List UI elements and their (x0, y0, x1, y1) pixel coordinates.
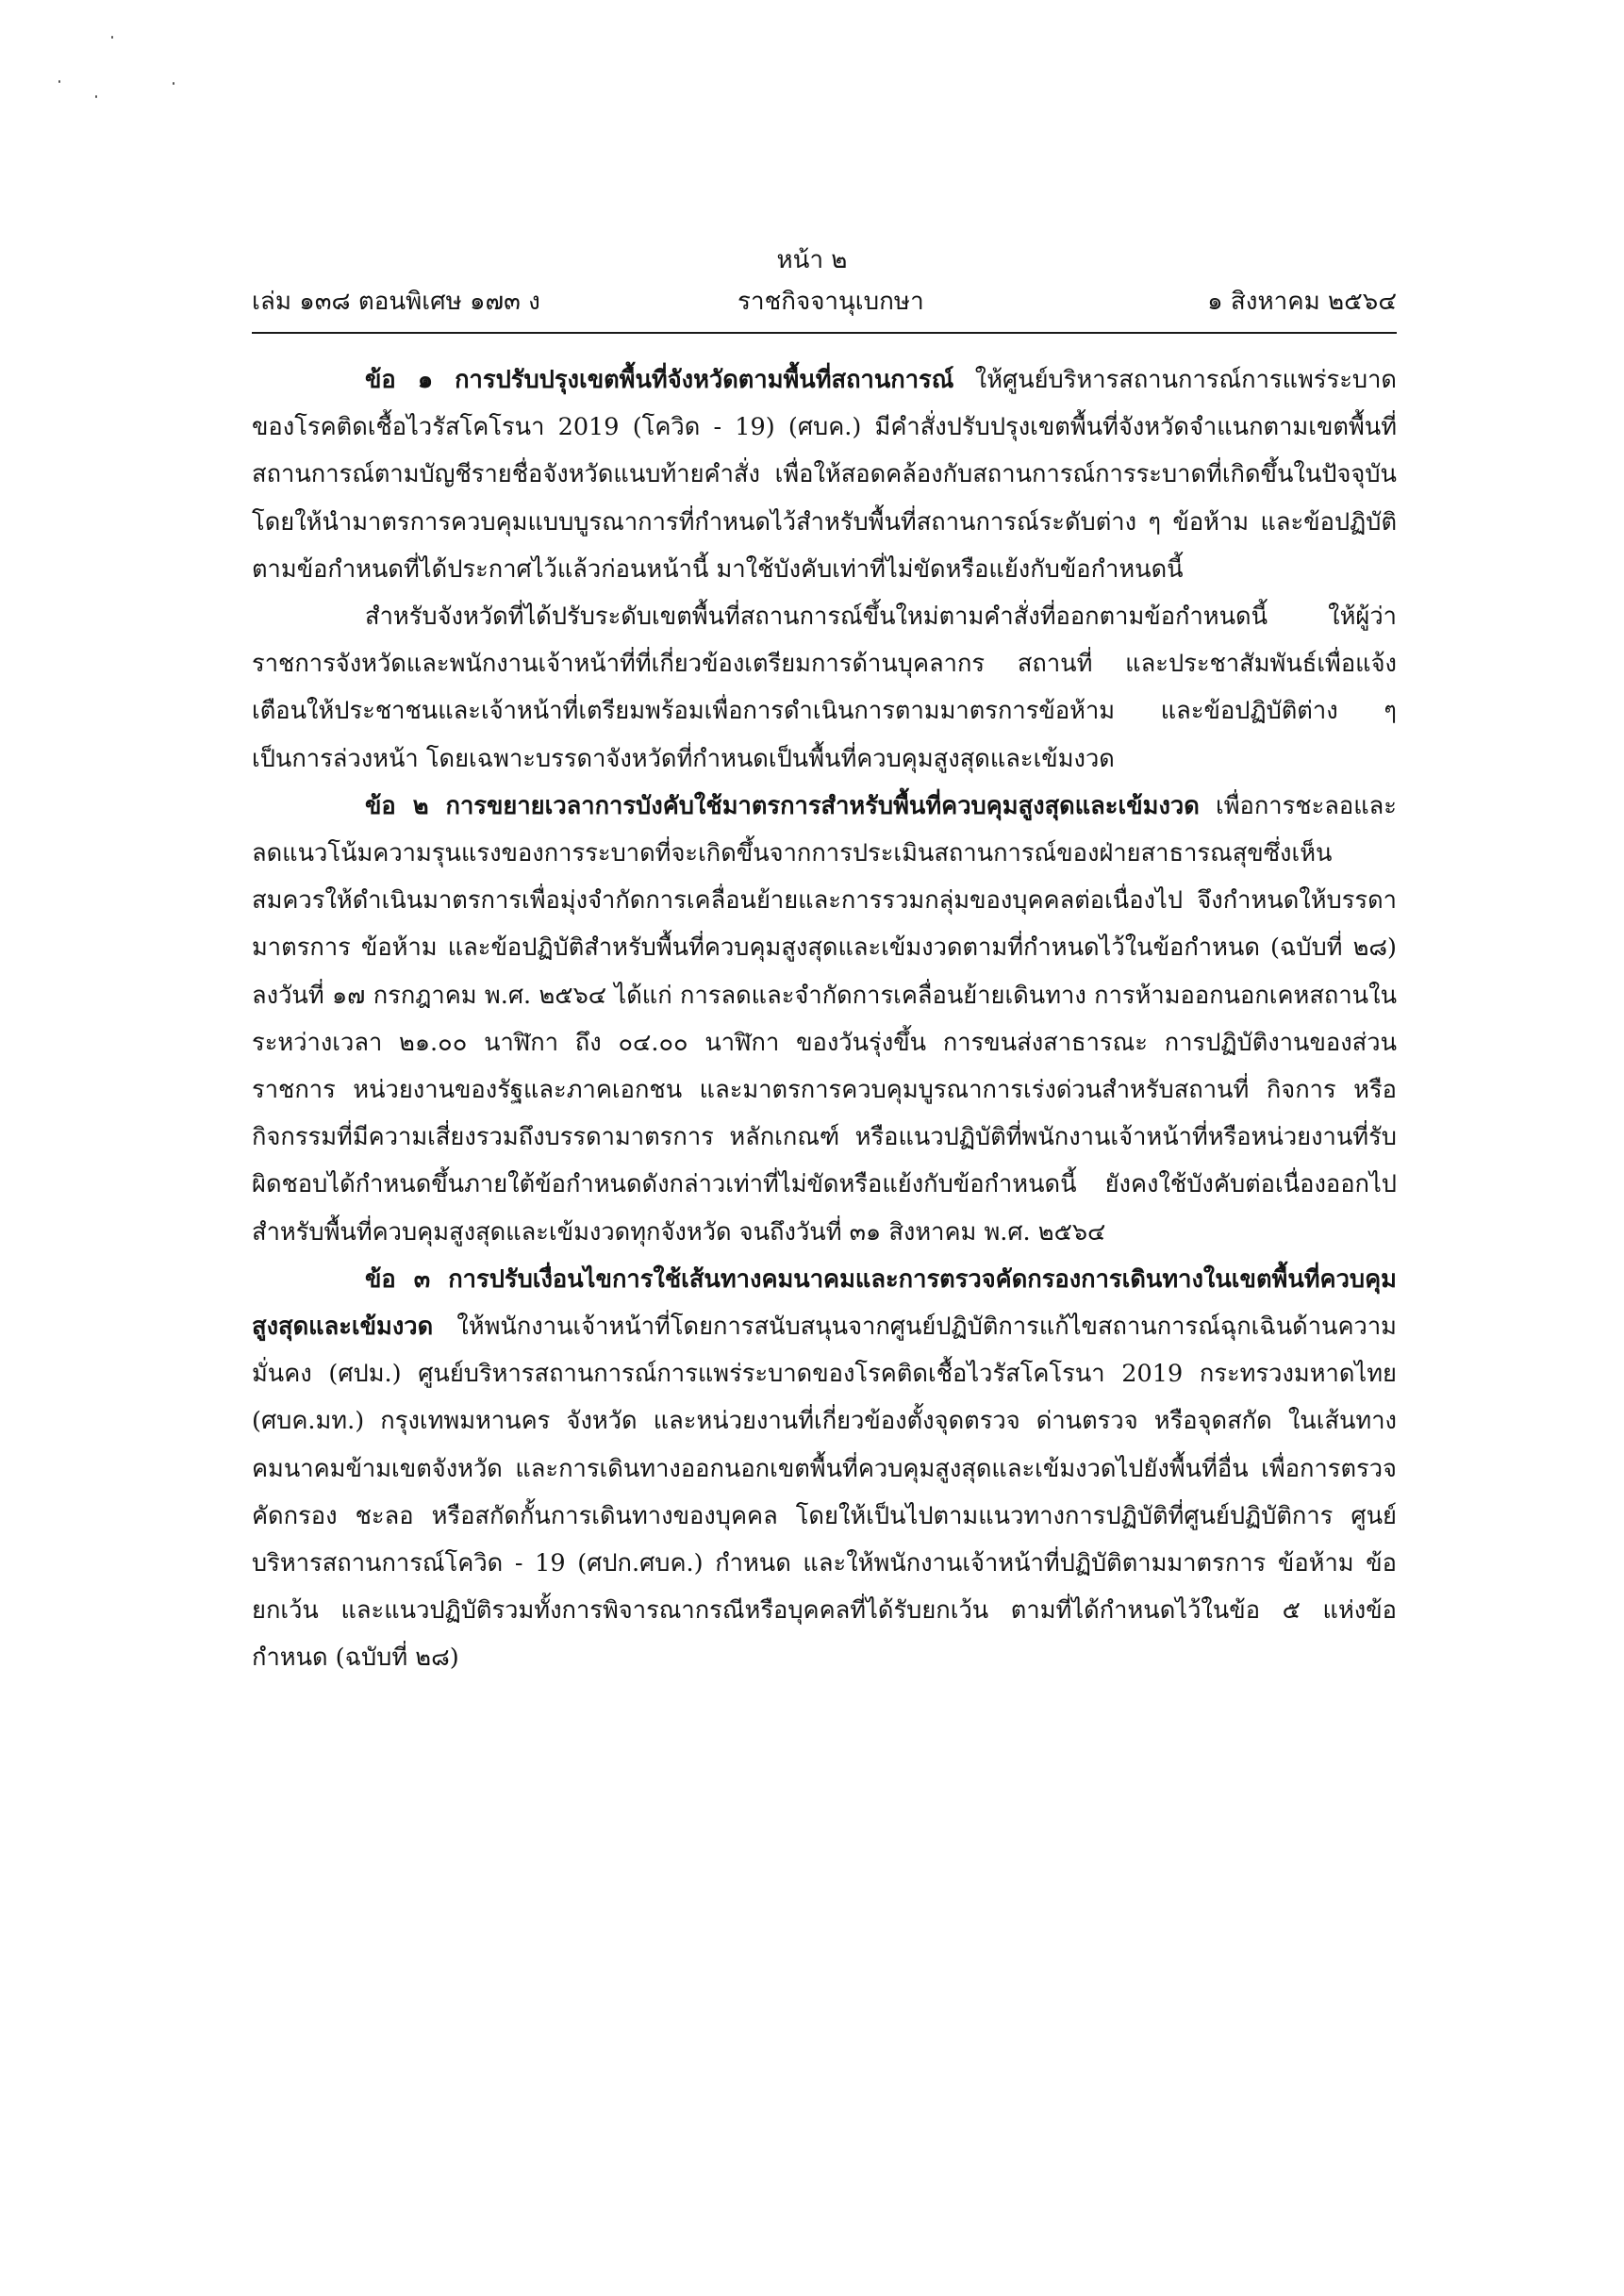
clause-1-paragraph (252, 356, 1397, 593)
clause-3-text: ให้พนักงานเจ้าหน้าที่โดยการสนับสนุนจากศูนย์ปฏิบัติการแก้ไขสถานการณ์ฉุกเฉินด้านความมั่นคง (ศปม.) ศูนย์บริหารสถานการณ์การแพร่ระบาดของโรคติดเชื้อไวรัสโคโรนา 2019 กระทรวงมหาดไทย (ศบค.มท.) กรุงเทพมหานคร จังหวัด และหน่วยงานที่เกี่ยวข้องตั้งจุดตรวจ ด่านตรวจ หรือจุดสกัด ในเส้นทางคมนาคมข้ามเขตจังหวัด และการเดินทางออกนอกเขตพื้นที่ควบคุมสูงสุดและเข้มงวดไปยังพื้นที่อื่น เพื่อการตรวจคัดกรอง ชะลอ หรือสกัดกั้นการเดินทางของบุคคล โดยให้เป็นไปตามแนวทางการปฏิบัติที่ศูนย์ปฏิบัติการ ศูนย์บริหารสถานการณ์โควิด - 19 (ศปก.ศบค.) กำหนด และให้พนักงานเจ้าหน้าที่ปฏิบัติตามมาตรการ ข้อห้าม ข้อยกเว้น และแนวปฏิบัติรวมทั้งการพิจารณากรณีหรือบุคคลที่ได้รับยกเว้น ตามที่ได้กำหนดไว้ในข้อ ๕ แห่งข้อกำหนด (ฉบับที่ ๒๘) (252, 1313, 1397, 1673)
clause-2-paragraph (252, 783, 1397, 1256)
scan-speck (95, 95, 97, 98)
clause-1-second-paragraph (252, 593, 1397, 783)
scan-speck (111, 36, 113, 39)
scan-speck (173, 82, 174, 85)
scan-speck (58, 80, 60, 83)
clause-2-heading: ข้อ ๒ การขยายเวลาการบังคับใช้มาตรการสำหรับพื้นที่ควบคุมสูงสุดและเข้มงวด (365, 791, 1200, 820)
volume-issue: เล่ม ๑๓๘ ตอนพิเศษ ๑๗๓ ง (252, 288, 540, 316)
clause-2-text: เพื่อการชะลอและลดแนวโน้มความรุนแรงของการระบาดที่จะเกิดขึ้นจากการประเมินสถานการณ์ของฝ่ายสาธารณสุขซึ่งเห็นสมควรให้ดำเนินมาตรการเพื่อมุ่งจำกัดการเคลื่อนย้ายและการรวมกลุ่มของบุคคลต่อเนื่องไป จึงกำหนดให้บรรดามาตรการ ข้อห้าม และข้อปฏิบัติสำหรับพื้นที่ควบคุมสูงสุดและเข้มงวดตามที่กำหนดไว้ในข้อกำหนด (ฉบับที่ ๒๘) ลงวันที่ ๑๗ กรกฎาคม พ.ศ. ๒๕๖๔ ได้แก่ การลดและจำกัดการเคลื่อนย้ายเดินทาง การห้ามออกนอกเคหสถานในระหว่างเวลา ๒๑.๐๐ นาฬิกา ถึง ๐๔.๐๐ นาฬิกา ของวันรุ่งขึ้น การขนส่งสาธารณะ การปฏิบัติงานของส่วนราชการ หน่วยงานของรัฐและภาคเอกชน และมาตรการควบคุมบูรณาการเร่งด่วนสำหรับสถานที่ กิจการ หรือกิจกรรมที่มีความเสี่ยงรวมถึงบรรดามาตรการ หลักเกณฑ์ หรือแนวปฏิบัติที่พนักงานเจ้าหน้าที่หรือหน่วยงานที่รับผิดชอบได้กำหนดขึ้นภายใต้ข้อกำหนดดังกล่าวเท่าที่ไม่ขัดหรือแย้งกับข้อกำหนดนี้ ยังคงใช้บังคับต่อเนื่องออกไปสำหรับพื้นที่ควบคุมสูงสุดและเข้มงวดทุกจังหวัด จนถึงวันที่ ๓๑ สิงหาคม พ.ศ. ๒๕๖๔ (252, 791, 1397, 1247)
header-rule (252, 332, 1397, 334)
clause-1-heading: ข้อ ๑ การปรับปรุงเขตพื้นที่จังหวัดตามพื้นที่สถานการณ์ (365, 366, 954, 394)
clause-3-paragraph (252, 1256, 1397, 1682)
clause-1-text: ให้ศูนย์บริหารสถานการณ์การแพร่ระบาดของโรคติดเชื้อไวรัสโคโรนา 2019 (โควิด - 19) (ศบค.) มีคำสั่งปรับปรุงเขตพื้นที่จังหวัดจำแนกตามเขตพื้นที่สถานการณ์ตามบัญชีรายชื่อจังหวัดแนบท้ายคำสั่ง เพื่อให้สอดคล้องกับสถานการณ์การระบาดที่เกิดขึ้นในปัจจุบัน โดยให้นำมาตรการควบคุมแบบบูรณาการที่กำหนดไว้สำหรับพื้นที่สถานการณ์ระดับต่าง ๆ ข้อห้าม และข้อปฏิบัติตามข้อกำหนดที่ได้ประกาศไว้แล้วก่อนหน้านี้ มาใช้บังคับเท่าที่ไม่ขัดหรือแย้งกับข้อกำหนดนี้ (252, 366, 1397, 584)
clause-3-heading: ข้อ ๓ การปรับเงื่อนไขการใช้เส้นทางคมนาคมและการตรวจคัดกรองการเดินทางในเขตพื้นที่ควบคุมสูงสุดและเข้มงวด (252, 1264, 1397, 1342)
document-body (252, 356, 1397, 1682)
page-number: หน้า ๒ (776, 246, 848, 274)
publication-date: ๑ สิงหาคม ๒๕๖๔ (1207, 288, 1397, 316)
clause-1-second-text: สำหรับจังหวัดที่ได้ปรับระดับเขตพื้นที่สถานการณ์ขึ้นใหม่ตามคำสั่งที่ออกตามข้อกำหนดนี้ ให้ผู้ว่าราชการจังหวัดและพนักงานเจ้าหน้าที่ที่เกี่ยวข้องเตรียมการด้านบุคลากร สถานที่ และประชาสัมพันธ์เพื่อแจ้งเตือนให้ประชาชนและเจ้าหน้าที่เตรียมพร้อมเพื่อการดำเนินการตามมาตรการข้อห้าม และข้อปฏิบัติต่าง ๆ เป็นการล่วงหน้า โดยเฉพาะบรรดาจังหวัดที่กำหนดเป็นพื้นที่ควบคุมสูงสุดและเข้มงวด (252, 603, 1397, 773)
gazette-header (252, 286, 1397, 323)
publication-title: ราชกิจจานุเบกษา (737, 288, 924, 316)
